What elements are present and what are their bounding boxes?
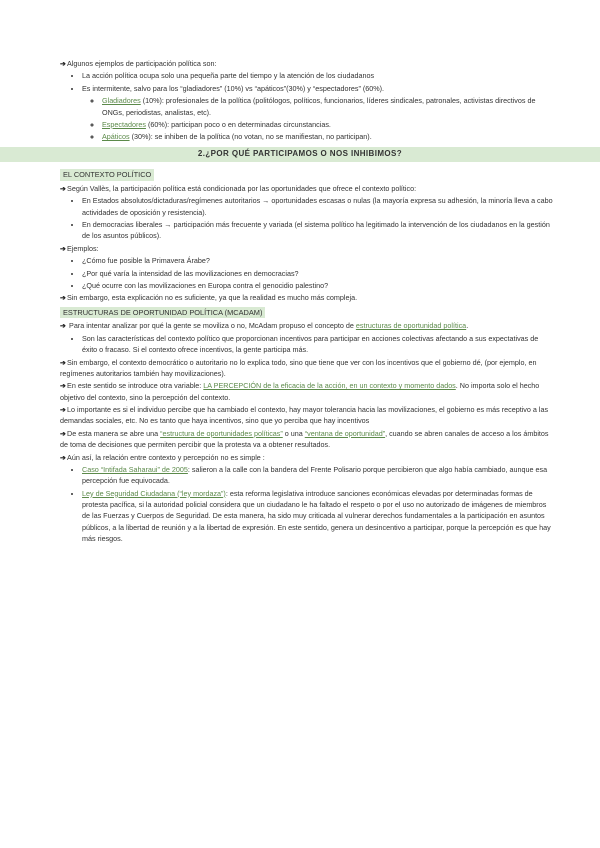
paragraph: ➔Aún así, la relación entre contexto y percepción no es simple : [60,452,265,462]
list-item: ◦ Gladiadores (10%): profesionales de la política (politólogos, políticos, funcionarios, líderes sindicales, patronales, activistas directivos de ONGs, periodistas, analistas, etc). [102,95,555,118]
arrow-icon: ➔ [60,293,67,303]
paragraph: ➔Ejemplos: [60,243,99,253]
casos-list [60,464,555,545]
mcadam-list [60,333,555,356]
case-link[interactable]: Caso “Intifada Saharaui” de 2005 [82,464,188,474]
arrow-icon: ➔ [60,405,67,414]
section-heading: EL CONTEXTO POLÍTICO [60,169,154,181]
term-link[interactable]: Apáticos [102,132,130,142]
list-item: • ¿Por qué varía la intensidad de las movilizaciones en democracias? [82,268,555,279]
section-banner: 2.¿POR QUÉ PARTICIPAMOS O NOS INHIBIMOS? [0,147,600,163]
section-heading: ESTRUCTURAS DE OPORTUNIDAD POLÍTICA (MCADAM) [60,307,265,319]
list-item: • Caso “Intifada Saharaui” de 2005: salieron a la calle con la bandera del Frente Polisario porque percibieron que algo había cambiado, aunque esa percepción fue equivocada. [82,464,555,487]
paragraph: ➔Según Vallès, la participación política está condicionada por las oportunidades que ofrece el contexto político: [60,183,417,193]
contexto-list [60,195,555,242]
list-item: • En Estados absolutos/dictaduras/regímenes autoritarios → oportunidades escasas o nulas (la mayoría expresa su adhesión, la minoría lleva a cabo actividades de oposición y resistencia). [82,195,555,218]
concept-link[interactable]: “ventana de oportunidad” [304,428,386,438]
term-link[interactable]: Espectadores [102,119,146,129]
paragraph: ➔De esta manera se abre una “estructura de oportunidades políticas” o una “ventana de oportunidad”, cuando se abren canales de acceso a los ámbitos de toma de decisiones que permiten percibir que la protesta va a obtener resultados. [60,428,549,450]
concept-link[interactable]: “estructura de oportunidades políticas” [160,428,283,438]
list-item: ◦ Apáticos (30%): se inhiben de la política (no votan, no se manifiestan, no participan). [102,131,555,142]
list-item: • ¿Qué ocurre con las movilizaciones en Europa contra el genocidio palestino? [82,280,555,291]
arrow-icon: ➔ [60,452,67,462]
arrow-icon: ➔ [60,321,67,331]
list-item: • La acción política ocupa solo una pequeña parte del tiempo y la atención de los ciudadanos [82,70,555,81]
participant-types-list [82,95,555,143]
arrow-icon: ➔ [60,59,67,68]
list-item: • ¿Cómo fue posible la Primavera Árabe? [82,255,555,266]
list-item: • Son las características del contexto político que proporcionan incentivos para participar en acciones colectivas afectando a sus expectativas de éxito o fracaso. Si el contexto ofrece incentivos, la gente participa más. [82,333,555,356]
paragraph: ➔Sin embargo, el contexto democrático o autoritario no lo explica todo, sino que tiene que ver con los incentivos que el gobierno dé, (por ejemplo, en regímenes autoritarios también hay movilizaciones). [60,357,537,378]
paragraph: ➔Lo importante es si el individuo percibe que ha cambiado el contexto, hay mayor tolerancia hacia las movilizaciones, el gobierno es más receptivo a las demandas sociales, etc. No es tanto que haya incentivos, sino que yo perciba que hay incentivos [60,405,549,426]
paragraph: ➔Sin embargo, esta explicación no es suficiente, ya que la realidad es mucho más compleja. [60,293,358,303]
concept-link[interactable]: LA PERCEPCIÓN de la eficacia de la acción, en un contexto y momento dados [203,381,456,391]
arrow-icon: ➔ [60,243,67,253]
arrow-icon: ➔ [60,381,67,391]
list-item: • Es intermitente, salvo para los “gladiadores” (10%) vs “apáticos”(30%) y “espectadores” (60%). ◦ Gladiadores (10%): profesionales de la política (politólogos, políticos, funcionarios, líderes sindicales, patronales, activistas directivos de ONGs, periodistas, analistas, etc). ◦ Espectadores (60%): participan poco o en determinadas circunstancias. ◦ Apáticos (30%): se inhiben de la política (no votan, no se manifiestan, no participan). [82,83,555,143]
paragraph: ➔ Para intentar analizar por qué la gente se moviliza o no, McAdam propuso el concepto de estructuras de oportunidad política. [60,321,469,331]
list-item: • En democracias liberales → participación más frecuente y variada (el sistema político ha legitimado la intervención de los ciudadanos en la gestión de los asuntos públicos). [82,219,555,242]
ejemplos-list [60,255,555,291]
paragraph: ➔En este sentido se introduce otra variable: LA PERCEPCIÓN de la eficacia de la acción, en un contexto y momento dados. No importa solo el hecho objetivo del contexto, sino la percepción del contexto. [60,381,540,402]
list-item: ◦ Espectadores (60%): participan poco o en determinadas circunstancias. [102,119,555,130]
intro-line: ➔Algunos ejemplos de participación política son: [60,59,217,68]
list-item: • Ley de Seguridad Ciudadana (“ley mordaza”): esta reforma legislativa introduce sanciones económicas elevadas por determinadas formas de protesta pacífica, si la autoridad policial considera que un ciudadano le ha faltado el respeto o por el uso no autorizado de imágenes de miembros de las Fuerzas y Cuerpos de Seguridad. De esta manera, ha sido muy criticada al vulnerar derechos fundamentales a la participación en asuntos públicos, a la libertad de reunión y a la libertad de expresión. En este sentido, genera un desincentivo a participar, porque la percepción es que hay más riesgos. [82,488,555,545]
arrow-icon: ➔ [60,428,67,438]
arrow-icon: ➔ [60,183,67,193]
case-link[interactable]: Ley de Seguridad Ciudadana (“ley mordaza”) [82,488,226,498]
concept-link[interactable]: estructuras de oportunidad política [355,321,467,331]
term-link[interactable]: Gladiadores [102,96,141,106]
intro-list [60,70,555,142]
arrow-icon: ➔ [60,357,67,367]
